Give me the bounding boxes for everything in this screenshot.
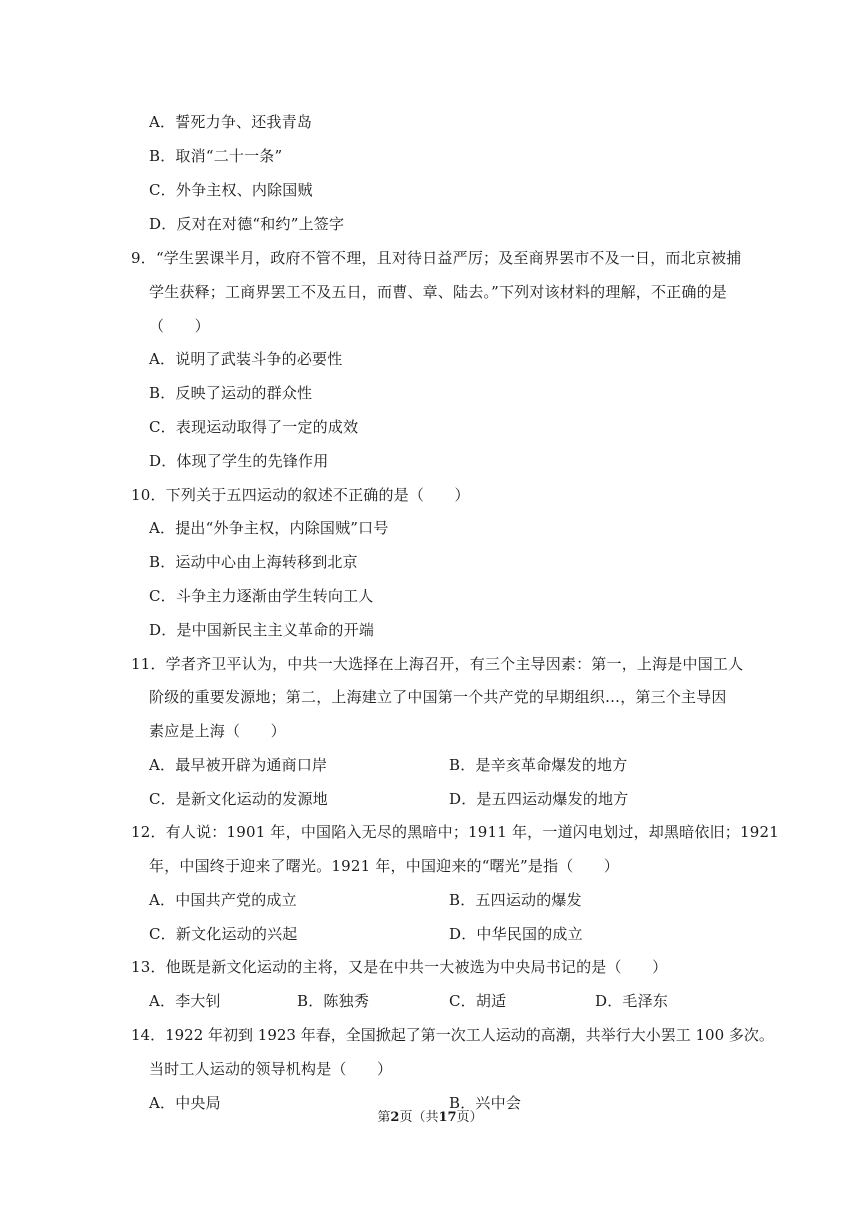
q10-option-d: D．是中国新民主主义革命的开端 <box>149 621 375 639</box>
q9-stem-line1: 9．“学生罢课半月，政府不管不理，且对待日益严厉；及至商界罢市不及一日，而北京被捕 <box>131 249 742 267</box>
total-pages: 17 <box>438 1110 457 1125</box>
q11-stem-line2: 阶级的重要发源地；第二，上海建立了中国第一个共产党的早期组织…，第三个主导因 <box>149 688 727 706</box>
q11-stem-line1: 11．学者齐卫平认为，中共一大选择在上海召开，有三个主导因素：第一，上海是中国工人 <box>131 655 744 673</box>
q9-stem-line2: 学生获释；工商界罢工不及五日，而曹、章、陆去。”下列对该材料的理解，不正确的是 <box>149 283 727 301</box>
footer-prefix: 第 <box>377 1110 391 1125</box>
q9-option-a: A．说明了武装斗争的必要性 <box>149 350 343 368</box>
q8-option-c: C．外争主权、内除国贼 <box>149 181 313 199</box>
q9-stem-line3: （ ） <box>149 317 210 335</box>
footer-suffix: 页） <box>456 1110 483 1125</box>
q12-stem-line2: 年，中国终于迎来了曙光。1921 年，中国迎来的“曙光”是指（ ） <box>149 857 620 875</box>
q14-stem-line2: 当时工人运动的领导机构是（ ） <box>149 1060 393 1078</box>
q12-option-c: C．新文化运动的兴起 <box>149 925 298 943</box>
q9-option-c: C．表现运动取得了一定的成效 <box>149 418 359 436</box>
footer-mid: 页（共 <box>399 1110 439 1125</box>
q12-option-d: D．中华民国的成立 <box>449 925 583 943</box>
q14-option-a: A．中央局 <box>149 1094 221 1112</box>
q8-option-a: A．誓死力争、还我青岛 <box>149 113 313 131</box>
q8-option-b: B．取消“二十一条” <box>149 147 283 165</box>
q13-option-a: A．李大钊 <box>149 992 221 1010</box>
q12-stem-line1: 12．有人说：1901 年，中国陷入无尽的黑暗中；1911 年，一道闪电划过，却黑暗依旧；1921 <box>131 823 779 841</box>
q14-stem-line1: 14．1922 年初到 1923 年春，全国掀起了第一次工人运动的高潮，共举行大小罢工 100 多次。 <box>131 1026 774 1044</box>
q13-option-b: B．陈独秀 <box>297 992 370 1010</box>
q10-option-c: C．斗争主力逐渐由学生转向工人 <box>149 587 374 605</box>
q14-option-b: B．兴中会 <box>449 1094 522 1112</box>
q11-option-a: A．最早被开辟为通商口岸 <box>149 756 328 774</box>
q10-option-b: B．运动中心由上海转移到北京 <box>149 553 358 571</box>
q11-option-d: D．是五四运动爆发的地方 <box>449 790 629 808</box>
q12-option-a: A．中国共产党的成立 <box>149 891 297 909</box>
q11-option-b: B．是辛亥革命爆发的地方 <box>449 756 628 774</box>
page-number: 2 <box>390 1110 400 1125</box>
q12-option-b: B．五四运动的爆发 <box>449 891 582 909</box>
q10-option-a: A．提出“外争主权，内除国贼”口号 <box>149 519 389 537</box>
q9-option-d: D．体现了学生的先锋作用 <box>149 452 329 470</box>
page-footer <box>0 1110 860 1126</box>
q13-stem: 13．他既是新文化运动的主将，又是在中共一大被选为中央局书记的是（ ） <box>131 958 668 976</box>
q11-stem-line3: 素应是上海（ ） <box>149 722 286 740</box>
q13-option-c: C．胡适 <box>449 992 507 1010</box>
q11-option-c: C．是新文化运动的发源地 <box>149 790 328 808</box>
q9-option-b: B．反映了运动的群众性 <box>149 384 313 402</box>
q8-option-d: D．反对在对德“和约”上签字 <box>149 215 345 233</box>
q10-stem: 10．下列关于五四运动的叙述不正确的是（ ） <box>131 486 470 504</box>
q13-option-d: D．毛泽东 <box>595 992 669 1010</box>
